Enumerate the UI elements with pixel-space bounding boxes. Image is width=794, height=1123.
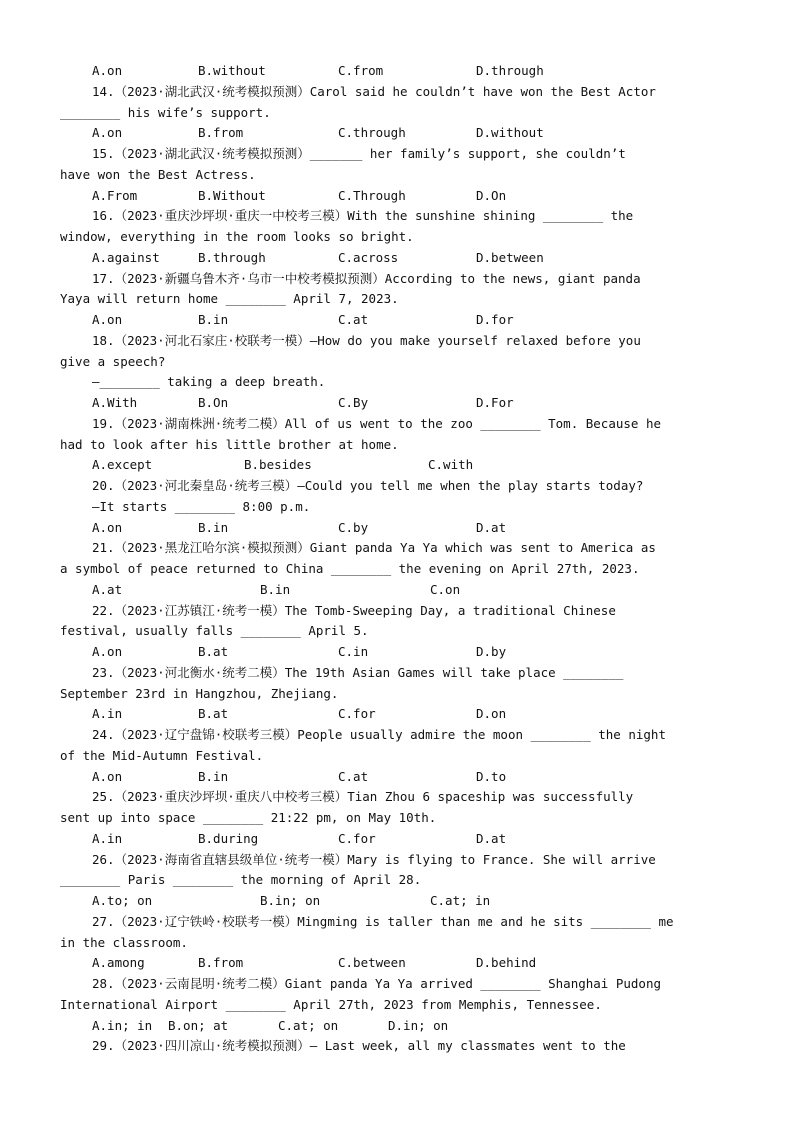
answer-option: A.at — [92, 581, 123, 597]
question-line: —________ taking a deep breath. — [92, 374, 326, 390]
answer-option: D.behind — [476, 955, 537, 971]
answer-options-row — [60, 61, 736, 82]
answer-options-row — [60, 642, 736, 663]
answer-option: B.besides — [244, 457, 312, 473]
answer-option: A.against — [92, 249, 160, 265]
answer-option: A.except — [92, 457, 153, 473]
answer-option: D.by — [476, 644, 507, 659]
answer-options-row — [60, 248, 736, 269]
question-line: 26.（2023·海南省直辖县级单位·统考一模）Mary is flying to France. She will arrive — [92, 851, 656, 867]
answer-options-row — [60, 704, 736, 725]
answer-options-row — [60, 829, 736, 850]
answer-options-row — [60, 1016, 736, 1037]
answer-option: C.between — [338, 955, 406, 971]
answer-option: A.to; on — [92, 893, 153, 908]
question-continuation-line: September 23rd in Hangzhou, Zhejiang. — [60, 685, 339, 701]
answer-options-row — [60, 767, 736, 788]
question-document — [60, 61, 736, 1057]
answer-option: C.By — [338, 395, 369, 410]
answer-option: C.for — [338, 706, 376, 722]
answer-option: B.from — [198, 125, 244, 141]
question-line: 27.（2023·辽宁铁岭·校联考一模）Mingming is taller than me and he sits ________ me — [92, 913, 674, 929]
question-continuation-line: ________ Paris ________ the morning of April 28. — [60, 872, 422, 888]
answer-option: D.to — [476, 768, 507, 784]
question-line: 19.（2023·湖南株洲·统考二模）All of us went to the zoo ________ Tom. Because he — [92, 415, 662, 431]
answer-options-row — [60, 953, 736, 974]
answer-option: D.in; on — [388, 1017, 449, 1033]
answer-option: C.on — [430, 581, 461, 597]
answer-option: D.without — [476, 125, 544, 141]
answer-option: C.in — [338, 644, 369, 659]
question-line: 18.（2023·河北石家庄·校联考一模）—How do you make yourself relaxed before you — [92, 332, 641, 348]
question-line: 23.（2023·河北衡水·统考二模）The 19th Asian Games will take place ________ — [92, 664, 624, 680]
answer-option: C.at — [338, 768, 369, 784]
question-continuation-line: of the Mid-Autumn Festival. — [60, 747, 264, 763]
question-continuation-line: in the classroom. — [60, 934, 188, 950]
question-continuation-line: ________ his wife’s support. — [60, 104, 271, 120]
question-continuation-line: sent up into space ________ 21:22 pm, on May 10th. — [60, 810, 437, 825]
answer-option: C.at — [338, 312, 369, 327]
answer-options-row — [60, 455, 736, 476]
question-line: 29.（2023·四川凉山·统考模拟预测）— Last week, all my classmates went to the — [92, 1038, 626, 1054]
question-continuation-line: festival, usually falls ________ April 5. — [60, 623, 369, 639]
answer-options-row — [60, 310, 736, 331]
question-continuation-line: window, everything in the room looks so bright. — [60, 229, 414, 244]
answer-option: B.on; at — [168, 1017, 229, 1033]
answer-option: C.by — [338, 519, 369, 535]
question-continuation-line: a symbol of peace returned to China ________ the evening on April 27th, 2023. — [60, 561, 640, 576]
answer-option: B.in — [198, 768, 229, 784]
question-line: 24.（2023·辽宁盘锦·校联考三模）People usually admire the moon ________ the night — [92, 727, 666, 742]
answer-option: D.on — [476, 706, 507, 722]
answer-option: B.in — [260, 581, 291, 597]
answer-option: D.through — [476, 63, 544, 78]
answer-option: C.at; on — [278, 1017, 339, 1033]
question-line: 15.（2023·湖北武汉·统考模拟预测）_______ her family’s support, she couldn’t — [92, 146, 626, 161]
answer-option: B.in — [198, 519, 229, 535]
question-continuation-line: Yaya will return home ________ April 7, 2023. — [60, 291, 399, 307]
answer-options-row — [60, 186, 736, 207]
answer-option: B.at — [198, 644, 229, 659]
answer-option: A.on — [92, 644, 123, 659]
question-continuation-line: have won the Best Actress. — [60, 166, 256, 182]
answer-option: D.at — [476, 519, 507, 535]
answer-options-row — [60, 891, 736, 912]
question-line: 28.（2023·云南昆明·统考二模）Giant panda Ya Ya arrived ________ Shanghai Pudong — [92, 976, 662, 991]
answer-option: A.on — [92, 63, 123, 78]
answer-option: D.On — [476, 187, 507, 203]
answer-option: D.for — [476, 312, 514, 327]
answer-option: C.across — [338, 249, 399, 265]
answer-options-row — [60, 393, 736, 414]
answer-option: D.between — [476, 249, 544, 265]
answer-option: A.on — [92, 768, 123, 784]
answer-option: C.through — [338, 125, 406, 141]
answer-option: A.on — [92, 312, 123, 327]
answer-option: D.For — [476, 395, 514, 410]
answer-option: B.Without — [198, 187, 266, 203]
answer-option: B.through — [198, 249, 266, 265]
answer-options-row — [60, 580, 736, 601]
answer-option: D.at — [476, 830, 507, 846]
question-line: 25.（2023·重庆沙坪坝·重庆八中校考三模）Tian Zhou 6 spaceship was successfully — [92, 789, 634, 805]
question-line: —It starts ________ 8:00 p.m. — [92, 498, 311, 514]
answer-options-row — [60, 123, 736, 144]
question-line: 17.（2023·新疆乌鲁木齐·乌市一中校考模拟预测）According to the news, giant panda — [92, 270, 641, 286]
answer-option: C.for — [338, 830, 376, 846]
answer-option: B.at — [198, 706, 229, 722]
question-line: 16.（2023·重庆沙坪坝·重庆一中校考三模）With the sunshine shining ________ the — [92, 208, 634, 224]
answer-option: B.without — [198, 63, 266, 78]
answer-option: A.From — [92, 187, 138, 203]
question-continuation-line: International Airport ________ April 27th, 2023 from Memphis, Tennessee. — [60, 996, 602, 1012]
answer-option: B.from — [198, 955, 244, 971]
question-line: 20.（2023·河北秦皇岛·统考三模）—Could you tell me when the play starts today? — [92, 478, 644, 493]
question-line: 14.（2023·湖北武汉·统考模拟预测）Carol said he couldn’t have won the Best Actor — [92, 83, 656, 99]
answer-option: A.in — [92, 706, 123, 722]
answer-option: A.among — [92, 955, 145, 971]
answer-option: B.during — [198, 830, 259, 846]
answer-option: B.in; on — [260, 893, 321, 908]
answer-option: A.on — [92, 125, 123, 141]
answer-option: B.On — [198, 395, 229, 410]
question-continuation-line: had to look after his little brother at home. — [60, 436, 399, 452]
question-line: 21.（2023·黑龙江哈尔滨·模拟预测）Giant panda Ya Ya which was sent to America as — [92, 540, 656, 556]
answer-option: C.from — [338, 63, 384, 78]
answer-options-row — [60, 518, 736, 539]
answer-option: C.Through — [338, 187, 406, 203]
question-continuation-line: give a speech? — [60, 353, 166, 369]
answer-option: C.at; in — [430, 893, 491, 908]
answer-option: A.in; in — [92, 1017, 153, 1033]
answer-option: B.in — [198, 312, 229, 327]
answer-option: A.With — [92, 395, 138, 410]
answer-option: A.in — [92, 830, 123, 846]
answer-option: C.with — [428, 457, 474, 473]
question-line: 22.（2023·江苏镇江·统考一模）The Tomb-Sweeping Day, a traditional Chinese — [92, 602, 616, 618]
answer-option: A.on — [92, 519, 123, 535]
